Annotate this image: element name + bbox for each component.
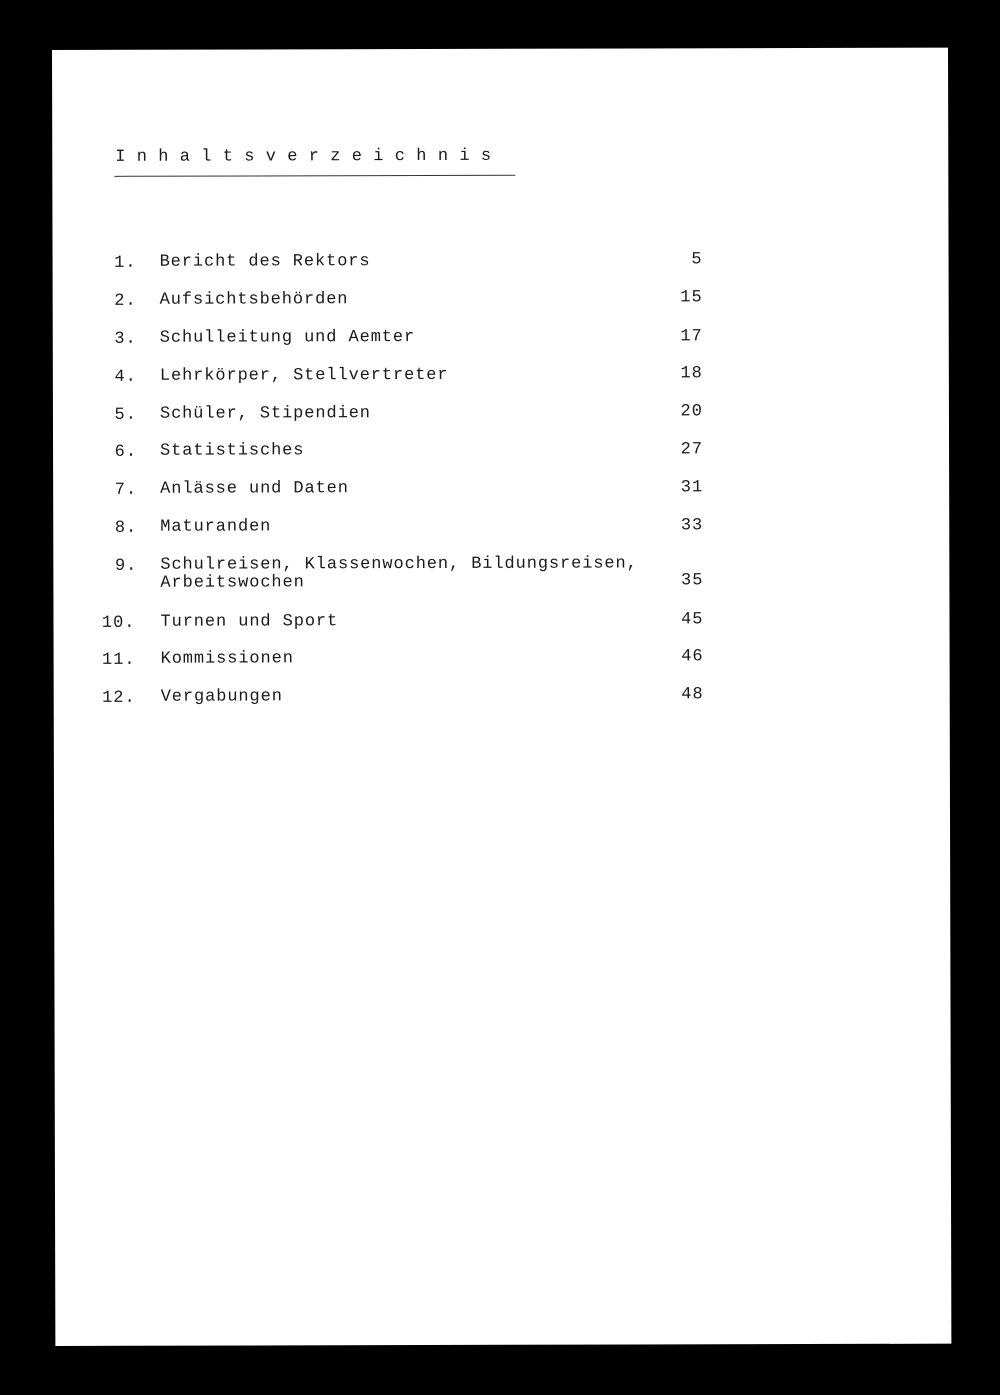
toc-entry-page: 31 (680, 478, 704, 498)
toc-entry-number: 1. (114, 253, 137, 273)
toc-entry-number: 4. (114, 367, 137, 387)
toc-entry-number: 12. (102, 688, 136, 708)
toc-entry-label: Anlässe und Daten (160, 479, 349, 499)
toc-entry-number: 6. (114, 442, 138, 462)
toc-entry-page: 35 (680, 571, 704, 591)
toc-entry-page: 18 (680, 364, 703, 384)
toc-entry (53, 440, 949, 462)
toc-entry-page: 46 (681, 647, 704, 667)
toc-entry-label: Aufsichtsbehörden (159, 290, 349, 310)
toc-entry-number: 5. (114, 405, 137, 425)
table-of-contents (52, 48, 951, 1346)
toc-entry (53, 288, 949, 311)
toc-entry-page: 5 (691, 250, 703, 270)
toc-entry (53, 250, 949, 273)
toc-entry (53, 554, 949, 593)
toc-entry-label: Schulreisen, Klassenwochen, Bildungsreisen, Arbeitswochen (160, 554, 638, 593)
toc-entry-number: 3. (114, 329, 137, 349)
toc-entry-page: 33 (680, 516, 704, 536)
toc-entry-page: 27 (680, 440, 704, 460)
toc-entry-page: 17 (680, 327, 703, 347)
document-page (52, 48, 951, 1346)
toc-entry-page: 15 (680, 288, 703, 308)
toc-entry-number: 2. (114, 291, 137, 311)
toc-entry-page: 20 (680, 402, 703, 422)
toc-entry-number: 10. (101, 613, 136, 633)
toc-entry-number: 7. (114, 480, 138, 500)
toc-entry (53, 610, 949, 633)
toc-entry-label: Maturanden (160, 517, 272, 537)
page-title: Inhaltsverzeichnis (115, 146, 503, 167)
toc-entry (54, 685, 950, 708)
toc-entry (53, 402, 949, 425)
toc-entry-label: Lehrkörper, Stellvertreter (159, 365, 449, 386)
toc-entry-number: 9. (114, 556, 138, 576)
toc-entry-page: 48 (681, 685, 704, 705)
toc-entry-label: Schulleitung und Aemter (159, 328, 416, 348)
toc-entry-label: Statistisches (160, 441, 305, 461)
toc-entry (54, 647, 950, 670)
toc-entry-label: Kommissionen (160, 649, 294, 669)
toc-entry-page: 45 (681, 610, 704, 630)
toc-entry-number: 11. (101, 650, 136, 670)
toc-entry (53, 327, 949, 349)
toc-entry-label: Bericht des Rektors (159, 252, 371, 272)
toc-entry-label: Schüler, Stipendien (159, 404, 371, 424)
toc-entry-label: Turnen und Sport (160, 612, 339, 632)
toc-entry (53, 516, 949, 538)
toc-entry-number: 8. (114, 518, 138, 538)
toc-entry (53, 478, 949, 500)
toc-entry (53, 364, 949, 387)
toc-entry-label: Vergabungen (160, 687, 283, 707)
